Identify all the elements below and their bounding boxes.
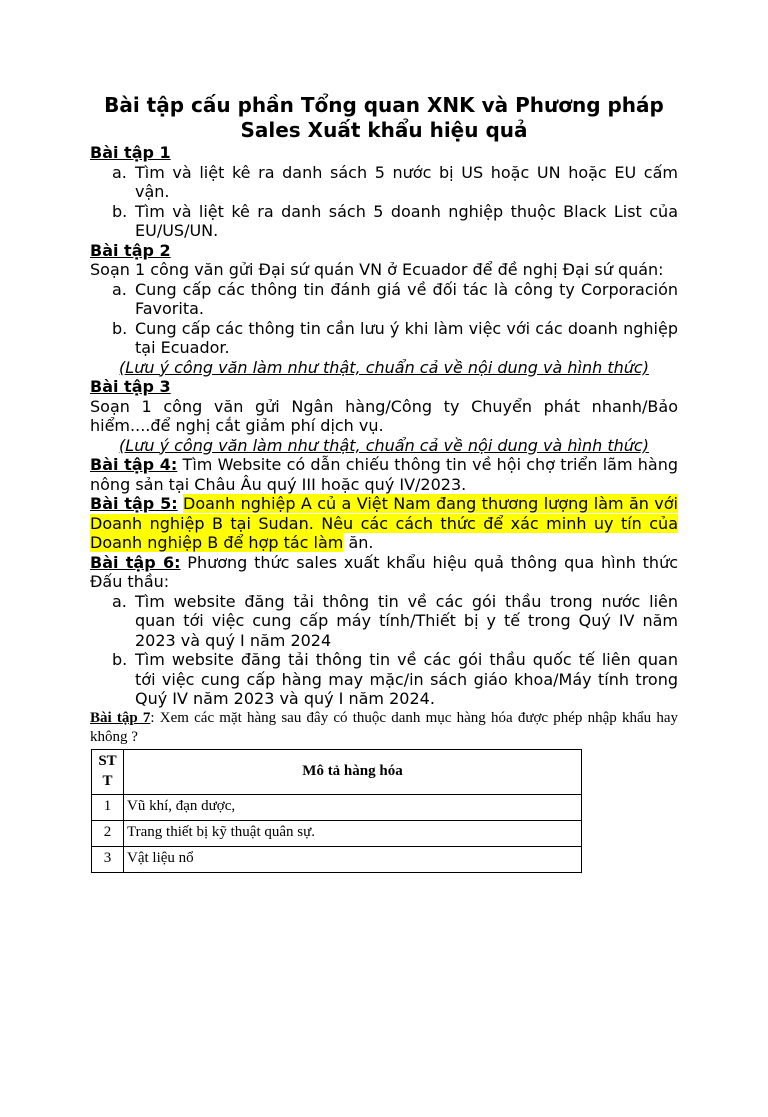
exercise-7	[90, 709, 678, 873]
list-item	[112, 162, 678, 202]
list-marker: b.	[112, 201, 128, 221]
list-item	[112, 279, 678, 319]
exercise-2-intro: Soạn 1 công văn gửi Đại sứ quán VN ở Ecuador để đề nghị Đại sứ quán:	[90, 260, 664, 279]
exercise-2	[90, 241, 678, 378]
exercise-2-heading: Bài tập 2	[90, 240, 171, 260]
exercise-4-heading: Bài tập 4:	[90, 455, 178, 474]
table-cell-stt: 1	[92, 794, 124, 820]
list-marker: a.	[112, 279, 127, 299]
table-row	[92, 794, 582, 820]
exercise-3	[90, 377, 678, 455]
list-item-text: Tìm website đăng tải thông tin về các gói thầu quốc tế liên quan tới việc cung cấp hàng may mặc/in sách giáo khoa/Máy tính trong Quý IV năm 2023 và quý I năm 2024.	[135, 650, 678, 708]
exercise-3-intro: Soạn 1 công văn gửi Ngân hàng/Công ty Chuyển phát nhanh/Bảo hiểm....để nghị cắt giảm phí dịch vụ.	[90, 396, 678, 435]
list-item-text: Cung cấp các thông tin cần lưu ý khi làm việc với các doanh nghiệp tại Ecuador.	[135, 318, 678, 357]
exercise-6-list	[90, 592, 678, 709]
table-cell-description: Vật liệu nổ	[124, 846, 582, 872]
list-item-text: Cung cấp các thông tin đánh giá về đối tác là công ty Corporación Favorita.	[135, 279, 678, 318]
stt-header: ST T	[92, 749, 124, 794]
exercise-6-intro: Phương thức sales xuất khẩu hiệu quả thông qua hình thức Đấu thầu:	[90, 552, 678, 591]
exercise-6-heading: Bài tập 6:	[90, 552, 181, 572]
table-cell-description: Vũ khí, đạn dược,	[124, 794, 582, 820]
list-marker: a.	[112, 591, 127, 611]
table-cell-description: Trang thiết bị kỹ thuật quân sự.	[124, 820, 582, 846]
exercise-2-list	[90, 280, 678, 358]
exercise-7-heading: Bài tập 7	[90, 709, 151, 726]
exercise-5-heading: Bài tập 5:	[90, 494, 178, 513]
list-item-text: Tìm website đăng tải thông tin về các gói thầu trong nước liên quan tới việc cung cấp máy tính/Thiết bị y tế trong Quý IV năm 2023 và quý I năm 2024	[135, 591, 678, 650]
exercise-3-note: (Lưu ý công văn làm như thật, chuẩn cả về nội dung và hình thức)	[119, 435, 649, 455]
table-cell-stt: 3	[92, 846, 124, 872]
table-row	[92, 820, 582, 846]
list-marker: a.	[112, 162, 127, 182]
exercise-1-heading: Bài tập 1	[90, 143, 171, 162]
list-item	[112, 318, 678, 358]
exercise-3-heading: Bài tập 3	[90, 377, 171, 396]
list-item	[112, 201, 678, 241]
goods-table	[91, 749, 582, 873]
exercise-7-text: : Xem các mặt hàng sau đây có thuộc danh mục hàng hóa được phép nhập khẩu hay không ?	[90, 709, 678, 745]
list-item	[112, 650, 678, 709]
exercise-6	[90, 553, 678, 709]
exercise-5-tail: ăn.	[343, 533, 374, 552]
exercise-6-intro-line	[90, 553, 678, 592]
document-title: Bài tập cấu phần Tổng quan XNK và Phương pháp Sales Xuất khẩu hiệu quả	[104, 93, 664, 142]
list-item-text: Tìm và liệt kê ra danh sách 5 nước bị US hoặc UN hoặc EU cấm vận.	[135, 162, 678, 201]
exercise-7-line	[90, 709, 678, 747]
exercise-5	[90, 494, 678, 553]
exercise-1-list	[90, 163, 678, 241]
list-item	[112, 591, 678, 651]
exercise-4-text: Tìm Website có dẫn chiếu thông tin về hội chợ triển lãm hàng nông sản tại Châu Âu quý III hoặc quý IV/2023.	[90, 455, 679, 494]
description-header: Mô tả hàng hóa	[124, 749, 582, 794]
table-cell-stt: 2	[92, 820, 124, 846]
exercise-2-note: (Lưu ý công văn làm như thật, chuẩn cả về nội dung và hình thức)	[119, 357, 649, 377]
list-marker: b.	[112, 318, 128, 338]
table-row	[92, 846, 582, 872]
exercise-4	[90, 455, 678, 494]
exercise-5-highlighted-text: Doanh nghiệp A củ a Việt Nam đang thương lượng làm ăn với Doanh nghiệp B tại Sudan. Nêu các cách thức để xác minh uy tín của Doanh nghiệp B để hợp tác làm	[90, 494, 679, 552]
exercise-1	[90, 143, 678, 241]
document-page	[0, 93, 768, 1117]
table-header-row	[92, 749, 582, 794]
list-marker: b.	[112, 650, 128, 669]
list-item-text: Tìm và liệt kê ra danh sách 5 doanh nghiệp thuộc Black List của EU/US/UN.	[135, 201, 678, 240]
